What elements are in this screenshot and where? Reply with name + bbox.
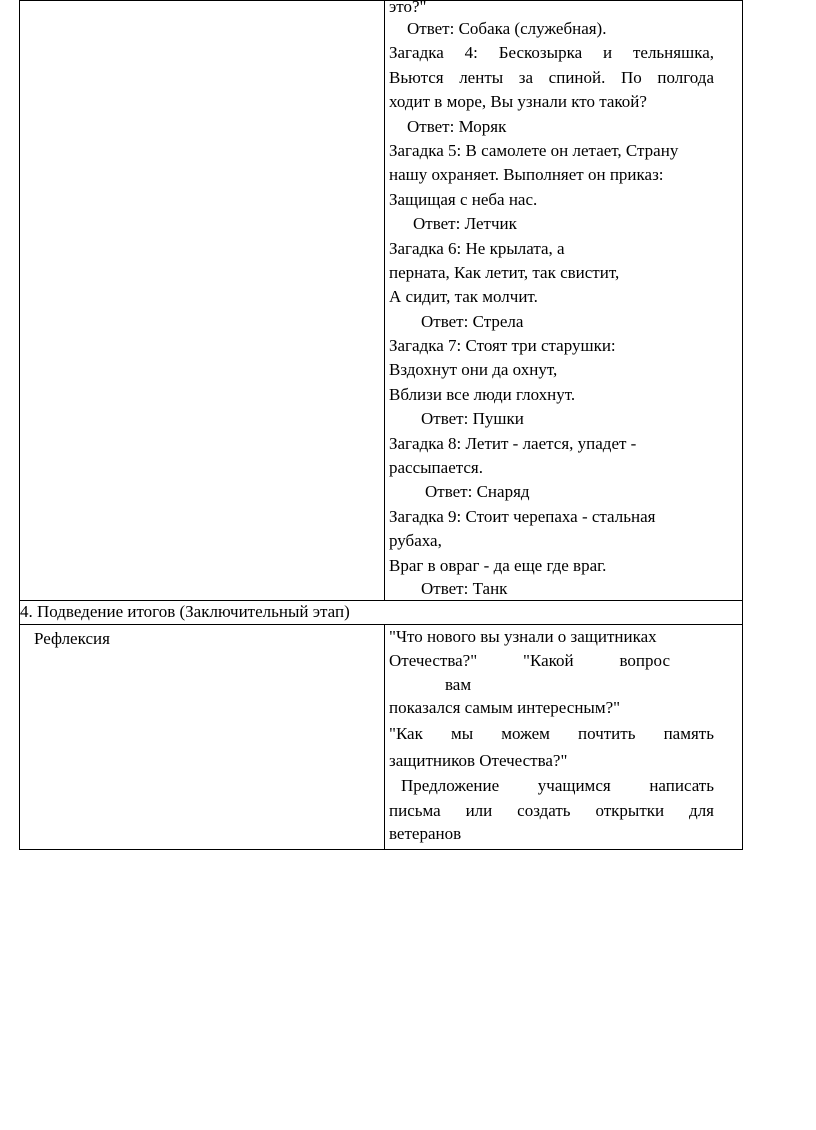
reflection-label: Рефлексия — [20, 624, 385, 849]
reflection-text-line: "Как мы можем почтить память — [389, 724, 714, 744]
riddle-text-line: Враг в овраг - да еще где враг. — [389, 555, 607, 575]
reflection-text-line: Предложение учащимся написать — [401, 776, 714, 796]
riddle-answer: Ответ: Собака (служебная). — [407, 19, 607, 38]
section-header-row — [20, 600, 743, 624]
riddle-text-line: рассыпается. — [389, 458, 483, 478]
riddle-text-line: это?" — [389, 0, 427, 16]
riddle-answer: Ответ: Летчик — [413, 214, 517, 234]
riddle-answer: Ответ: Танк — [421, 578, 508, 598]
reflection-text-line: Отечества?" "Какой вопрос — [389, 651, 670, 671]
riddle-text-line: Загадка 9: Стоит черепаха - стальная — [389, 506, 656, 526]
riddle-answer: Ответ: Стрела — [421, 311, 524, 331]
riddle-text-line: Загадка 6: Не крылата, а — [389, 238, 565, 258]
reflection-text-line: "Что нового вы узнали о защитниках — [389, 626, 657, 646]
riddle-text-line: Загадка 5: В самолете он летает, Страну — [389, 140, 679, 160]
riddle-text-line: Вблизи все люди глохнут. — [389, 384, 576, 404]
reflection-text-line: защитников Отечества?" — [389, 751, 568, 771]
riddle-text-line: Вьются ленты за спиной. По полгода — [389, 67, 714, 87]
riddle-text-line: Загадка 8: Летит - лается, упадет - — [389, 433, 637, 453]
riddle-answer: Ответ: Снаряд — [425, 482, 530, 502]
reflection-text-line: ветеранов — [389, 823, 462, 843]
reflection-cell — [385, 624, 743, 849]
riddle-text-line: перната, Как летит, так свистит, — [389, 262, 620, 282]
riddle-text-line: А сидит, так молчит. — [389, 287, 538, 307]
riddles-cell — [385, 1, 743, 601]
riddle-text-line: Загадка 4: Бескозырка и тельняшка, — [389, 43, 714, 63]
riddle-answer: Ответ: Пушки — [421, 409, 524, 429]
riddle-text-line: ходит в море, Вы узнали кто такой? — [389, 92, 647, 112]
riddle-answer: Ответ: Моряк — [407, 116, 507, 136]
riddle-text-line: нашу охраняет. Выполняет он приказ: — [389, 165, 664, 185]
lesson-plan-table — [19, 0, 743, 850]
reflection-text-line: показался самым интересным?" — [389, 697, 621, 717]
section-title: 4. Подведение итогов (Заключительный этап) — [20, 600, 743, 624]
riddle-text-line: Загадка 7: Стоят три старушки: — [389, 336, 616, 356]
riddles-row — [20, 1, 743, 601]
reflection-text-line: письма или создать открытки для — [389, 800, 714, 820]
reflection-text-line: вам — [445, 674, 472, 694]
riddle-text-line: Защищая с неба нас. — [389, 189, 538, 209]
riddle-text-line: Вздохнут они да охнут, — [389, 360, 558, 380]
empty-left-cell — [20, 1, 385, 601]
riddle-text-line: рубаха, — [389, 531, 442, 551]
reflection-row — [20, 624, 743, 849]
